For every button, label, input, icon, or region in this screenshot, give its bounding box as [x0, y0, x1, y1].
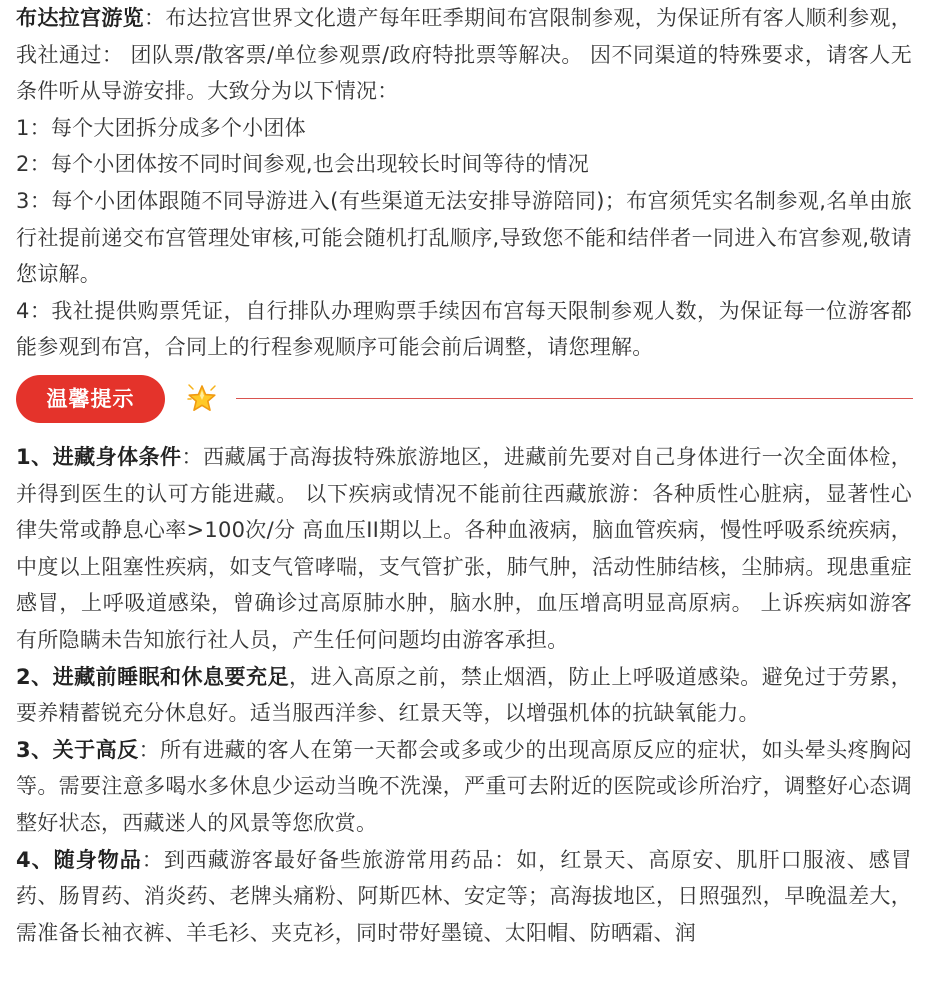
note-text: ，进入高原之前，禁止烟酒，防止上呼吸道感染。避免过于劳累，要养精蓄锐充分休息好。适当服西洋参、红景天等，以增强机体的抗缺氧能力。: [16, 664, 912, 726]
intro-paragraph: [0, 0, 926, 110]
note-heading: 进藏身体条件: [52, 445, 182, 469]
note-text: ：西藏属于高海拔特殊旅游地区，进藏前先要对自己身体进行一次全面体检，并得到医生的认可方能进藏。 以下疾病或情况不能前往西藏旅游：各种质性心脏病，显著性心律失常或静息心率>100次/分 高血压II期以上。各种血液病，脑血管疾病，慢性呼吸系统疾病，中度以上阻塞性疾病，如支气管哮喘，支气管扩张，肺气肿，活动性肺结核，尘肺病。现患重症感冒，上呼吸道感染，曾确诊过高原肺水肿，脑水肿，血压增高明显高原病。 上诉疾病如游客有所隐瞒未告知旅行社人员，产生任何问题均由游客承担。: [16, 445, 912, 652]
intro-item: 2：每个小团体按不同时间参观,也会出现较长时间等待的情况: [16, 152, 590, 177]
note-item: [0, 659, 926, 732]
intro-item: 1：每个大团拆分成多个小团体: [16, 115, 306, 140]
tip-header: [0, 374, 926, 424]
note-number: 4、: [16, 847, 54, 872]
intro-item: 4：我社提供购票凭证，自行排队办理购票手续因布宫每天限制参观人数，为保证每一位游客都能参观到布宫，合同上的行程参观顺序可能会前后调整，请您理解。: [16, 298, 912, 360]
note-number: 3、: [16, 737, 53, 762]
tip-badge: 温馨提示: [16, 375, 165, 423]
intro-text: ：布达拉宫世界文化遗产每年旺季期间布宫限制参观，为保证所有客人顺利参观，我社通过： 团队票/散客票/单位参观票/政府特批票等解决。 因不同渠道的特殊要求，请客人无条件听从导游安排。大致分为以下情况：: [16, 6, 913, 104]
tip-divider: [236, 398, 913, 399]
note-heading: 进藏前睡眠和休息要充足: [52, 664, 289, 689]
note-item: [0, 842, 926, 952]
note-heading: 随身物品: [53, 847, 142, 872]
potala-visit-section: [0, 0, 926, 366]
tips-section: [0, 439, 926, 951]
note-text: ：所有进藏的客人在第一天都会或多或少的出现高原反应的症状，如头晕头疼胸闷等。需要注意多喝水多休息少运动当晚不洗澡，严重可去附近的医院或诊所治疗，调整好心态调整好状态，西藏迷人的风景等您欣赏。: [16, 737, 912, 835]
intro-heading: 布达拉宫游览: [16, 6, 145, 30]
note-item: [0, 732, 926, 842]
note-item: [0, 439, 926, 659]
note-number: 2、: [16, 664, 53, 689]
note-text: ：到西藏游客最好备些旅游常用药品：如，红景天、高原安、肌肝口服液、感冒药、肠胃药、消炎药、老牌头痛粉、阿斯匹林、安定等；高海拔地区，日照强烈，早晚温差大，需准备长袖衣裤、羊毛衫、夹克衫，同时带好墨镜、太阳帽、防晒霜、润: [16, 847, 912, 945]
star-icon: [185, 382, 219, 416]
intro-item: 3：每个小团体跟随不同导游进入(有些渠道无法安排导游陪同)；布宫须凭实名制参观,名单由旅行社提前递交布宫管理处审核,可能会随机打乱顺序,导致您不能和结伴者一同进入布宫参观,敬请您谅解。: [16, 188, 912, 287]
note-heading: 关于高反: [52, 737, 139, 762]
note-number: 1、: [16, 445, 53, 469]
